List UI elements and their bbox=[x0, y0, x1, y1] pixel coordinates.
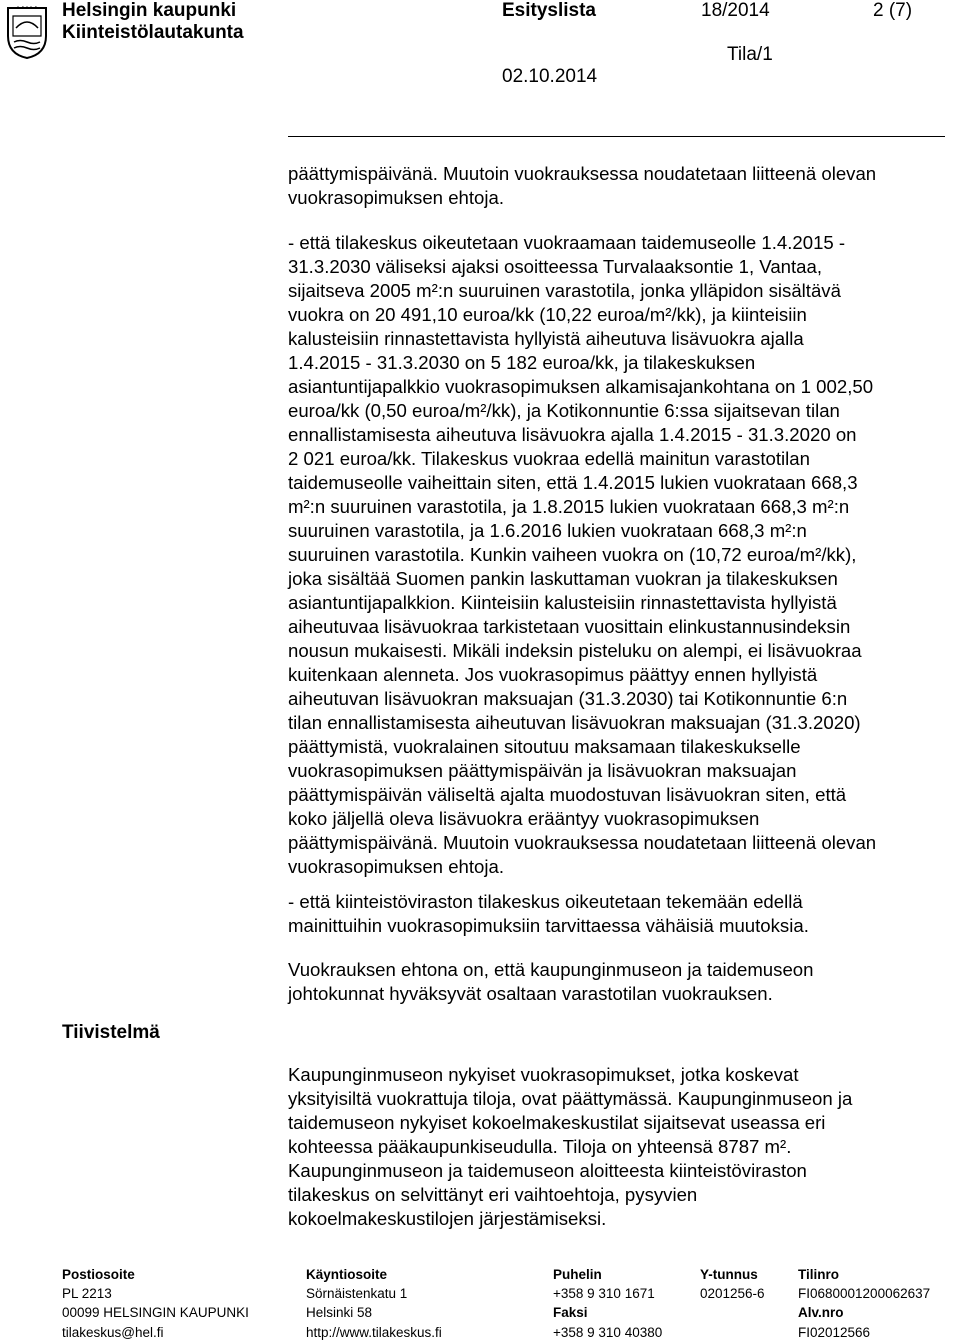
footer-heading: Postiosoite bbox=[62, 1267, 135, 1282]
text-line: joka sisältää Suomen pankin laskuttaman vuokran ja tilakeskuksen bbox=[288, 568, 838, 589]
text-line: johtokunnat hyväksyvät osaltaan varastotilan vuokrauksen. bbox=[288, 983, 773, 1004]
paragraph-summary bbox=[288, 1063, 948, 1231]
text-line: päättymispäivän väliseltä ajalta muodostuvan lisävuokran siten, että bbox=[288, 784, 847, 805]
text-line: päättymistä, vuokralainen sitoutuu maksamaan tilakeskukselle bbox=[288, 736, 801, 757]
footer-value: 00099 HELSINGIN KAUPUNKI bbox=[62, 1305, 249, 1321]
text-line: 31.3.2030 väliseksi ajaksi osoitteessa Turvalaaksontie 1, Vantaa, bbox=[288, 256, 823, 277]
footer-value: Sörnäistenkatu 1 bbox=[306, 1286, 408, 1302]
text-line: Vuokrauksen ehtona on, että kaupunginmuseon ja taidemuseon bbox=[288, 959, 814, 980]
text-line: vuokrasopimuksen ehtoja. bbox=[288, 187, 505, 208]
footer-account bbox=[798, 1265, 930, 1342]
list-type: Esityslista bbox=[502, 0, 596, 21]
text-line: tilan ennallistamisesta aiheutuvan lisävuokran maksuajan (31.3.2020) bbox=[288, 712, 861, 733]
paragraph-decision-taidemuseo bbox=[288, 231, 948, 879]
footer-heading: Käyntiosoite bbox=[306, 1267, 388, 1282]
page-number: 2 (7) bbox=[873, 0, 913, 21]
footer-value: 0201256-6 bbox=[700, 1286, 765, 1302]
board-name: Kiinteistölautakunta bbox=[62, 22, 244, 43]
text-line: Kaupunginmuseon ja taidemuseon aloitteesta kiinteistöviraston bbox=[288, 1160, 807, 1181]
footer-phone bbox=[553, 1265, 662, 1342]
text-line: päättymispäivänä. Muutoin vuokrauksessa noudatetaan liitteenä olevan bbox=[288, 163, 877, 184]
org-name: Helsingin kaupunki bbox=[62, 0, 237, 21]
text-line: kuitenkaan alenneta. Jos vuokrasopimus päättyy ennen hyllyistä bbox=[288, 664, 818, 685]
footer-value: +358 9 310 1671 bbox=[553, 1286, 655, 1302]
text-line: suuruinen varastotila, ja 1.6.2016 lukien vuokrataan 668,3 m²:n bbox=[288, 520, 807, 541]
text-line: - että tilakeskus oikeutetaan vuokraamaan taidemuseolle 1.4.2015 - bbox=[288, 232, 846, 253]
footer-value: +358 9 310 40380 bbox=[553, 1324, 663, 1340]
footer-business-id bbox=[700, 1265, 765, 1303]
text-line: - että kiinteistöviraston tilakeskus oikeutetaan tekemään edellä bbox=[288, 891, 803, 912]
document-number: 18/2014 bbox=[701, 0, 770, 21]
text-line: päättymispäivänä. Muutoin vuokrauksessa noudatetaan liitteenä olevan bbox=[288, 832, 877, 853]
text-line: kokoelmakeskustilojen järjestämiseksi. bbox=[288, 1208, 607, 1229]
text-line: taidemuseon nykyiset kokoelmakeskustilat sijaitsevat useassa eri bbox=[288, 1112, 826, 1133]
helsinki-crest-logo bbox=[6, 6, 48, 60]
footer-value: Helsinki 58 bbox=[306, 1305, 373, 1321]
text-line: aiheutuvan lisävuokran maksuajan (31.3.2030) tai Kotikonnuntie 6:n bbox=[288, 688, 848, 709]
text-line: sijaitseva 2005 m²:n suuruinen varastotila, jonka ylläpidon sisältävä bbox=[288, 280, 841, 301]
footer-heading: Faksi bbox=[553, 1305, 588, 1321]
text-line: m²:n suuruinen varastotila, ja 1.8.2015 lukien vuokrataan 668,3 m²:n bbox=[288, 496, 850, 517]
footer-heading: Tilinro bbox=[798, 1267, 840, 1282]
text-line: tilakeskus on selvittänyt eri vaihtoehtoja, pysyvien bbox=[288, 1184, 698, 1205]
footer-email-link[interactable]: tilakeskus@hel.fi bbox=[62, 1324, 164, 1340]
footer-heading: Alv.nro bbox=[798, 1305, 844, 1321]
text-line: suuruinen varastotila. Kunkin vaiheen vuokra on (10,72 euroa/m²/kk), bbox=[288, 544, 857, 565]
footer-value: FI02012566 bbox=[798, 1324, 871, 1340]
agenda-item: Tila/1 bbox=[727, 44, 773, 65]
text-line: kalusteisiin rinnastettavista hyllyistä aiheutuva lisävuokra ajalla bbox=[288, 328, 804, 349]
text-line: vuokrasopimuksen ehtoja. bbox=[288, 856, 505, 877]
footer-value: PL 2213 bbox=[62, 1286, 112, 1302]
text-line: 1.4.2015 - 31.3.2030 on 5 182 euroa/kk, ja tilakeskuksen bbox=[288, 352, 756, 373]
text-line: asiantuntijapalkkion. Kiinteisiin kalusteisiin rinnastettavista hyllyistä bbox=[288, 592, 837, 613]
footer-web-link[interactable]: http://www.tilakeskus.fi bbox=[306, 1324, 442, 1340]
paragraph-condition bbox=[288, 958, 948, 1006]
text-line: vuokra on 20 491,10 euroa/kk (10,22 euroa/m²/kk), ja kiinteisiin bbox=[288, 304, 807, 325]
summary-heading: Tiivistelmä bbox=[62, 1022, 160, 1043]
text-line: euroa/kk (0,50 euroa/m²/kk), ja Kotikonnuntie 6:ssa sijaitsevan tilan bbox=[288, 400, 840, 421]
text-line: koko jäljellä oleva lisävuokra erääntyy vuokrasopimuksen bbox=[288, 808, 760, 829]
text-line: mainittuihin vuokrasopimuksiin tarvittaessa vähäisiä muutoksia. bbox=[288, 915, 809, 936]
text-line: vuokrasopimuksen päättymispäivän ja lisävuokran maksuajan bbox=[288, 760, 797, 781]
text-line: 2 021 euroa/kk. Tilakeskus vuokraa edellä mainitun varastotilan bbox=[288, 448, 810, 469]
text-line: Kaupunginmuseon nykyiset vuokrasopimukset, jotka koskevat bbox=[288, 1064, 799, 1085]
footer-heading: Puhelin bbox=[553, 1267, 602, 1282]
footer-visiting-address bbox=[306, 1265, 442, 1342]
text-line: kohteessa pääkaupunkiseudulla. Tiloja on yhteensä 8787 m². bbox=[288, 1136, 792, 1157]
text-line: nousun mukaisesti. Mikäli indeksin pisteluku on alempi, ei lisävuokraa bbox=[288, 640, 862, 661]
text-line: asiantuntijapalkkio vuokrasopimuksen alkamisajankohtana on 1 002,50 bbox=[288, 376, 874, 397]
footer-heading: Y-tunnus bbox=[700, 1267, 758, 1282]
text-line: ennallistamisesta aiheutuva lisävuokra ajalla 1.4.2015 - 31.3.2020 on bbox=[288, 424, 857, 445]
paragraph-continuation bbox=[288, 162, 948, 210]
text-line: aiheutuvaa lisävuokraa tarkistetaan vuosittain elinkustannusindeksin bbox=[288, 616, 851, 637]
text-line: taidemuseolle vaiheittain siten, että 1.4.2015 lukien vuokrataan 668,3 bbox=[288, 472, 858, 493]
paragraph-decision-modifications bbox=[288, 890, 948, 938]
text-line: yksityisiltä vuokrattuja tiloja, ovat päättymässä. Kaupunginmuseon ja bbox=[288, 1088, 853, 1109]
meeting-date: 02.10.2014 bbox=[502, 66, 598, 87]
footer-postal-address bbox=[62, 1265, 249, 1342]
footer-value: FI0680001200062637 bbox=[798, 1286, 931, 1302]
header-divider bbox=[288, 136, 945, 137]
